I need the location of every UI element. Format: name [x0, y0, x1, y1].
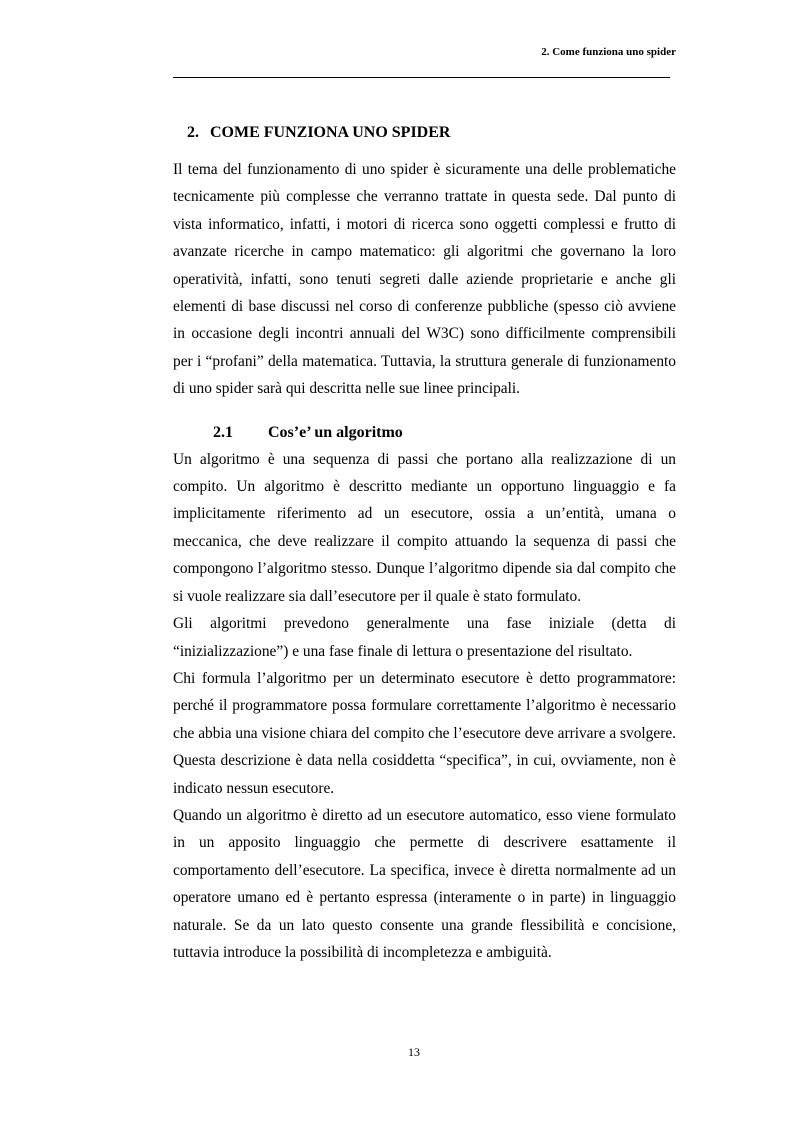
section-heading: [187, 118, 676, 148]
subsection-title: Cos’e’ un algoritmo: [268, 423, 403, 441]
section-number: 2.: [187, 124, 199, 141]
header-rule: [173, 77, 670, 78]
page-number: 13: [408, 1045, 420, 1059]
body-paragraph-3: Chi formula l’algoritmo per un determinato esecutore è detto programmatore: perché il programmatore possa formulare correttamente l’algoritmo è necessario che abbia una visione chiara del compito che l’esecutore deve arrivare a svolgere. Questa descrizione è data nella cosiddetta “specifica”, in cui, ovviamente, non è indicato nessun esecutore.: [173, 669, 676, 797]
section-title: COME FUNZIONA UNO SPIDER: [210, 124, 451, 141]
body-paragraph-2: Gli algoritmi prevedono generalmente una fase iniziale (detta di “inizializzazione”) e una fase finale di lettura o presentazione del risultato.: [173, 615, 676, 660]
intro-paragraph: Il tema del funzionamento di uno spider è sicuramente una delle problematiche tecnicamente più complesse che verranno trattate in questa sede. Dal punto di vista informatico, infatti, i motori di ricerca sono oggetti complessi e frutto di avanzate ricerche in campo matematico: gli algoritmi che governano la loro operatività, infatti, sono tenuti segreti dalle aziende proprietarie e anche gli elementi di base discussi nel corso di conferenze pubbliche (spesso ciò avviene in occasione degli incontri annuali del W3C) sono difficilmente comprensibili per i “profani” della matematica. Tuttavia, la struttura generale di funzionamento di uno spider sarà qui descritta nelle sue linee principali.: [173, 161, 676, 398]
body-paragraph-1: Un algoritmo è una sequenza di passi che portano alla realizzazione di un compito. Un algoritmo è descritto mediante un opportuno linguaggio e fa implicitamente riferimento ad un esecutore, ossia a un’entità, umana o meccanica, che deve realizzare il compito attuando la sequenza di passi che compongono l’algoritmo stesso. Dunque l’algoritmo dipende sia dal compito che si vuole realizzare sia dall’esecutore per il quale è stato formulato.: [173, 450, 676, 605]
page-content: [173, 118, 676, 966]
subsection-heading: [213, 419, 676, 446]
subsection-number: 2.1: [213, 423, 233, 441]
body-paragraph-4: Quando un algoritmo è diretto ad un esecutore automatico, esso viene formulato in un apposito linguaggio che permette di descrivere esattamente il comportamento dell’esecutore. La specifica, invece è diretta normalmente ad un operatore umano ed è pertanto espressa (interamente o in parte) in linguaggio naturale. Se da un lato questo consente una grande flessibilità e concisione, tuttavia introduce la possibilità di incompletezza e ambiguità.: [173, 806, 676, 961]
running-header: 2. Come funziona uno spider: [541, 46, 676, 58]
